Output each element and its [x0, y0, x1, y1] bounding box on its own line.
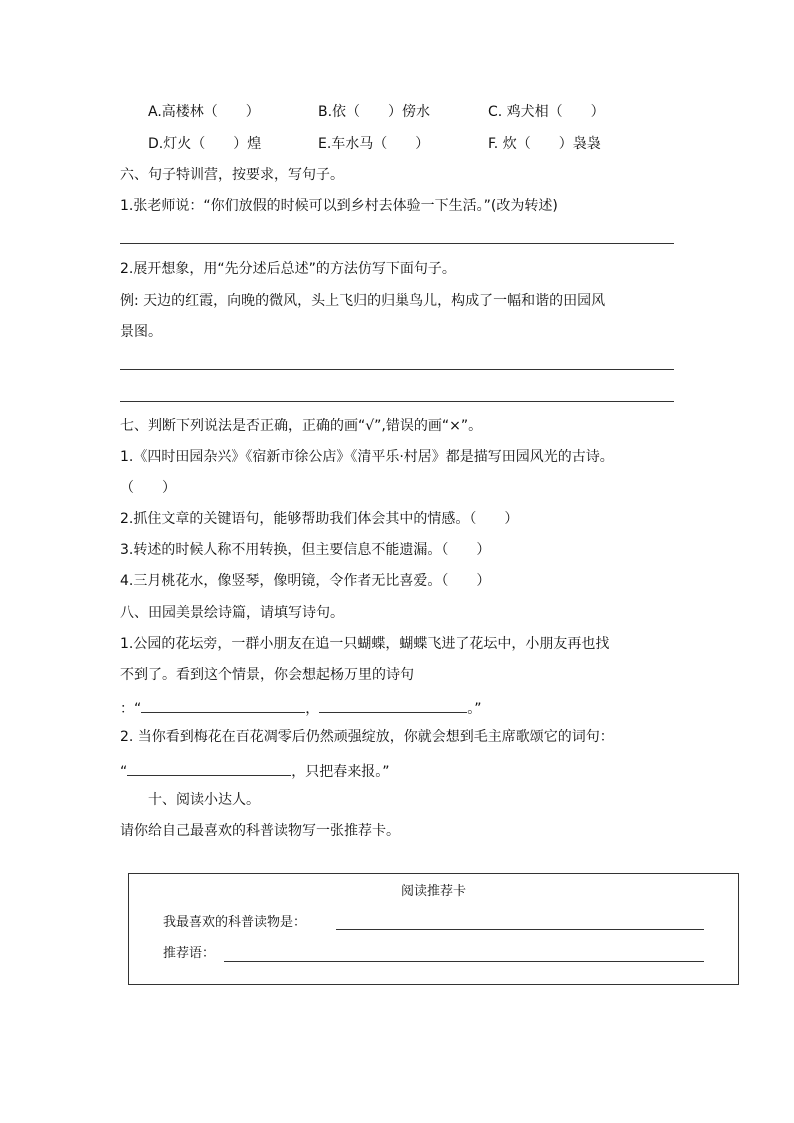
section7-q4: 4.三月桃花水，像竖琴，像明镜，令作者无比喜爱。（ ） — [120, 573, 491, 589]
card-title: 阅读推荐卡 — [400, 884, 466, 899]
section10-heading: 十、阅读小达人。 — [148, 792, 260, 808]
section8-q2-open-quote: “ — [120, 764, 128, 780]
section7-q2: 2.抓住文章的关键语句，能够帮助我们体会其中的情感。（ ） — [120, 511, 519, 527]
section8-q1-comma: ， — [305, 701, 320, 717]
card-field-recommendation — [163, 944, 215, 964]
section8-q1-blank-2[interactable] — [319, 696, 467, 713]
section7-q3: 3.转述的时候人称不用转换，但主要信息不能遗漏。（ ） — [120, 542, 491, 558]
section8-q1-open-quote: ：“ — [120, 701, 142, 717]
section10-instruction: 请你给自己最喜欢的科普读物写一张推荐卡。 — [120, 823, 400, 839]
section6-heading: 六、句子特训营，按要求，写句子。 — [120, 167, 344, 183]
option-a: A.高楼林（ ） — [148, 104, 260, 120]
section8-q2-line1: 2. 当你看到梅花在百花凋零后仍然顽强绽放，你就会想到毛主席歌颂它的词句： — [120, 729, 614, 745]
section8-q1-blank-1[interactable] — [141, 696, 305, 713]
section6-example-line1: 例: 天边的红霞，向晚的微风，头上飞归的归巢鸟儿，构成了一幅和谐的田园风 — [120, 293, 606, 309]
section6-q2-answer-line-1[interactable] — [120, 369, 674, 370]
section8-q1-line1: 1.公园的花坛旁，一群小朋友在追一只蝴蝶，蝴蝶飞进了花坛中，小朋友再也找 — [120, 636, 610, 652]
option-e: E.车水马（ ） — [318, 136, 430, 152]
section6-example-line2: 景图。 — [120, 324, 162, 340]
section6-q1-answer-line[interactable] — [120, 243, 674, 244]
section6-q1: 1.张老师说：“你们放假的时候可以到乡村去体验一下生活。”(改为转述) — [120, 198, 558, 214]
section7-q1-line1: 1.《四时田园杂兴》《宿新市徐公店》《清平乐·村居》都是描写田园风光的古诗。 — [120, 449, 614, 465]
option-c: C. 鸡犬相（ ） — [488, 104, 605, 120]
section8-q1-close-quote: 。” — [467, 701, 482, 717]
card-field2-label: 推荐语： — [163, 946, 216, 961]
card-field-favorite-book — [163, 913, 306, 933]
section6-q2-answer-line-2[interactable] — [120, 401, 674, 402]
reading-recommendation-card — [128, 873, 739, 985]
section6-q2: 2.展开想象，用“先分述后总述”的方法仿写下面句子。 — [120, 261, 456, 277]
section8-q1-line2: 不到了。看到这个情景，你会想起杨万里的诗句 — [120, 667, 414, 683]
card-field2-answer-line[interactable] — [224, 961, 704, 962]
section7-heading: 七、判断下列说法是否正确，正确的画“√”,错误的画“×”。 — [120, 418, 483, 434]
section7-q1-answer[interactable]: （ ） — [120, 480, 176, 496]
option-d: D.灯火（ ）煌 — [148, 136, 262, 152]
card-field1-answer-line[interactable] — [336, 929, 704, 930]
section8-q2-blank[interactable] — [127, 759, 291, 776]
card-field1-label: 我最喜欢的科普读物是： — [163, 915, 307, 930]
section8-q2-answer-row — [120, 759, 390, 779]
section8-q1-answer-row — [120, 696, 482, 716]
option-b: B.依（ ）傍水 — [318, 104, 431, 120]
section8-heading: 八、田园美景绘诗篇，请填写诗句。 — [120, 605, 344, 621]
section8-q2-suffix: ，只把春来报。” — [291, 764, 390, 780]
option-f: F. 炊（ ）袅袅 — [488, 136, 601, 152]
